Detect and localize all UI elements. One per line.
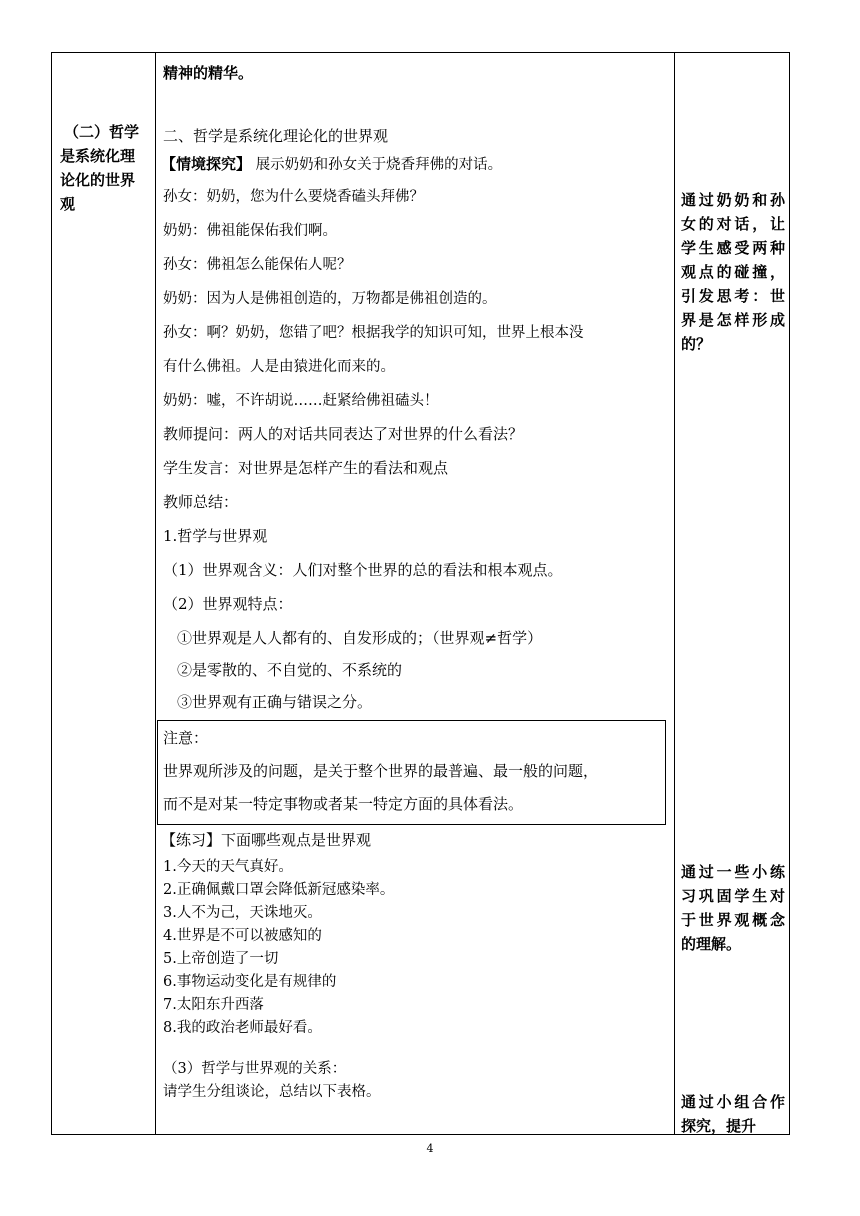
dialog-line: 孙女：啊？奶奶，您错了吧？根据我学的知识可知，世界上根本没	[163, 325, 584, 341]
column-divider-2	[674, 53, 675, 1134]
column-divider-1	[155, 53, 156, 1134]
exercise-item: 2.正确佩戴口罩会降低新冠感染率。	[163, 882, 395, 898]
exercise-item: 8.我的政治老师最好看。	[163, 1020, 322, 1036]
exercise-item: 4.世界是不可以被感知的	[163, 928, 322, 944]
dialog-line: 孙女：佛祖怎么能保佑人呢？	[163, 257, 352, 273]
group-instruction: 请学生分组谈论，总结以下表格。	[163, 1084, 381, 1100]
exercise-item: 6.事物运动变化是有规律的	[163, 974, 337, 990]
heading-line: 论化的世界	[60, 171, 136, 189]
exercise-heading	[161, 829, 371, 850]
dialog-line: 有什么佛祖。人是由猿进化而来的。	[163, 359, 395, 375]
features-heading: （2）世界观特点：	[163, 595, 293, 613]
exercise-tag: 【练习】	[161, 831, 222, 849]
note-title: 注意：	[163, 729, 209, 747]
intent-note: 通过小组合作探究，提升	[681, 1093, 785, 1135]
feature-item: ①世界观是人人都有的、自发形成的；（世界观≠哲学）	[177, 629, 543, 647]
section-title: 二、哲学是系统化理论化的世界观	[163, 127, 389, 145]
feature-item: ②是零散的、不自觉的、不系统的	[177, 661, 403, 679]
exercise-text: 下面哪些观点是世界观	[221, 831, 372, 849]
scenario-text: 展示奶奶和孙女关于烧香拜佛的对话。	[251, 157, 503, 173]
intent-note: 通过奶奶和孙女的对话，让学生感受两种观点的碰撞，引发思考：世界是怎样形成的？	[681, 191, 785, 353]
exercise-item: 5.上帝创造了一切	[163, 951, 279, 967]
section-heading-cell	[60, 120, 152, 216]
dialog-line: 奶奶：因为人是佛祖创造的，万物都是佛祖创造的。	[163, 291, 497, 307]
exercise-item: 7.太阳东升西落	[163, 997, 264, 1013]
heading-line: 是系统化理	[60, 147, 136, 165]
note-line: 而不是对某一特定事物或者某一特定方面的具体看法。	[163, 795, 524, 813]
dialog-line: 奶奶：佛祖能保佑我们啊。	[163, 223, 337, 239]
teacher-summary: 教师总结：	[163, 493, 239, 511]
note-box	[157, 720, 666, 825]
scenario-line	[161, 153, 502, 174]
exercise-item: 3.人不为己，天诛地灭。	[163, 905, 322, 921]
intent-note: 通过一些小练习巩固学生对于世界观概念的理解。	[681, 863, 785, 953]
lesson-table	[51, 52, 790, 1135]
note-line: 世界观所涉及的问题，是关于整个世界的最普遍、最一般的问题，	[163, 762, 599, 780]
dialog-line: 奶奶：嘘，不许胡说……赶紧给佛祖磕头！	[163, 393, 439, 409]
dialog-line: 孙女：奶奶，您为什么要烧香磕头拜佛？	[163, 189, 424, 205]
feature-item: ③世界观有正确与错误之分。	[177, 693, 373, 711]
teacher-question: 教师提问：两人的对话共同表达了对世界的什么看法？	[163, 425, 524, 443]
heading-line: （二）哲学	[64, 123, 140, 141]
heading-line: 观	[60, 195, 76, 213]
student-answer: 学生发言：对世界是怎样产生的看法和观点	[163, 459, 449, 477]
relation-heading: （3）哲学与世界观的关系：	[163, 1061, 347, 1077]
subheading: 1.哲学与世界观	[163, 527, 268, 545]
scenario-tag: 【情境探究】	[161, 155, 252, 173]
page-number: 4	[426, 1142, 434, 1155]
definition: （1）世界观含义：人们对整个世界的总的看法和根本观点。	[163, 561, 563, 579]
continued-text: 精神的精华。	[163, 64, 254, 82]
exercise-item: 1.今天的天气真好。	[163, 859, 293, 875]
